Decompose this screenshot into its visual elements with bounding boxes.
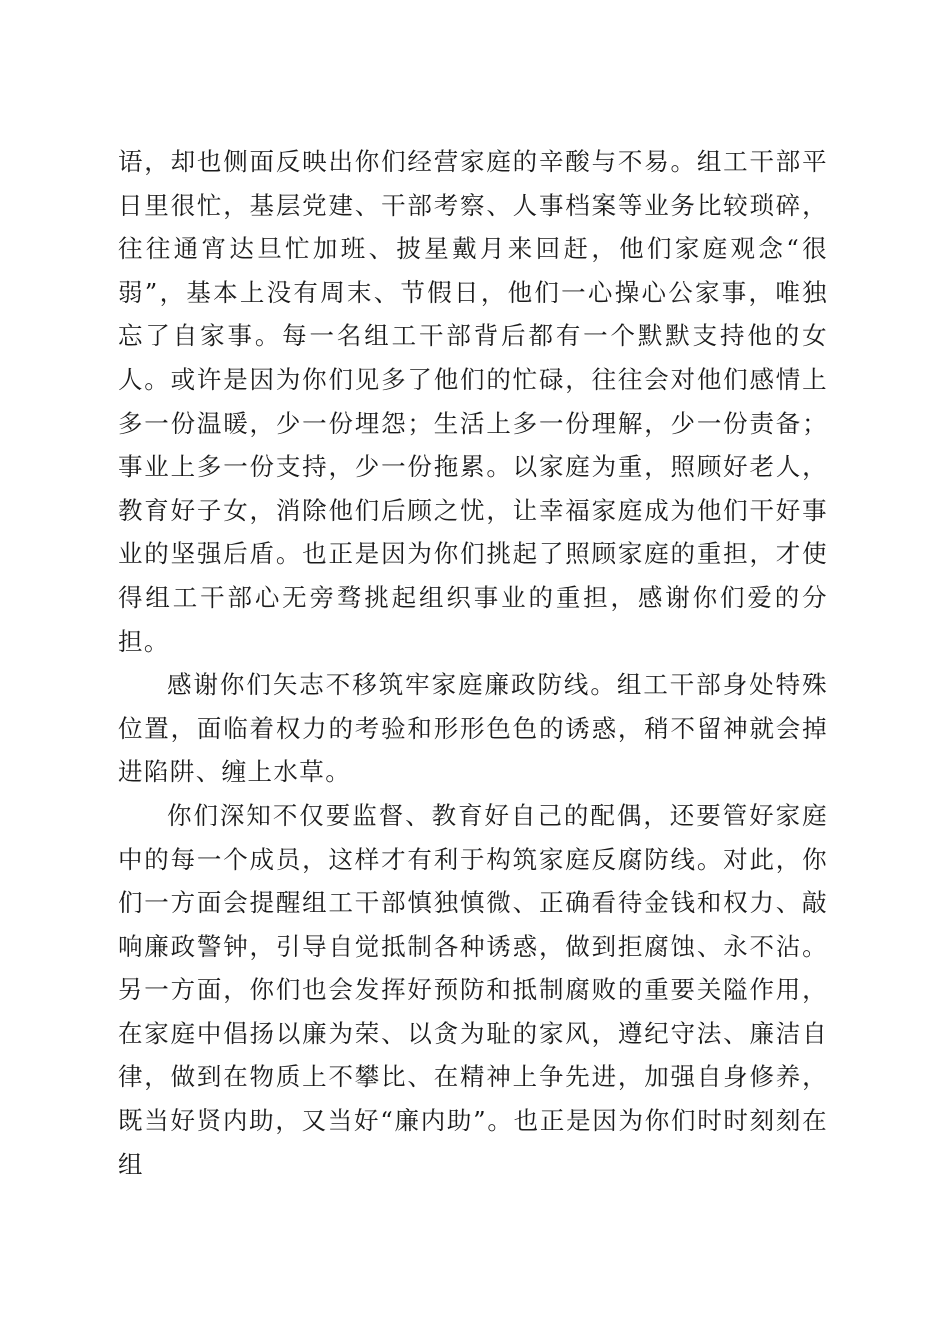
paragraph-1: 语，却也侧面反映出你们经营家庭的辛酸与不易。组工干部平日里很忙，基层党建、干部考察、人事档案等业务比较琐碎，往往通宵达旦忙加班、披星戴月来回赶，他们家庭观念“很弱”，基本上没有周末、节假日，他们一心操心公家事，唯独忘了自家事。每一名组工干部背后都有一个默默支持他的女人。或许是因为你们见多了他们的忙碌，往往会对他们感情上多一份温暖，少一份埋怨；生活上多一份理解，少一份责备；事业上多一份支持，少一份拖累。以家庭为重，照顾好老人，教育好子女，消除他们后顾之忧，让幸福家庭成为他们干好事业的坚强后盾。也正是因为你们挑起了照顾家庭的重担，才使得组工干部心无旁骛挑起组织事业的重担，感谢你们爱的分担。 <box>118 147 828 656</box>
paragraph-2: 感谢你们矢志不移筑牢家庭廉政防线。组工干部身处特殊位置，面临着权力的考验和形形色色的诱惑，稍不留神就会掉进陷阱、缠上水草。 <box>118 670 828 787</box>
document-body <box>118 140 828 1186</box>
paragraph-3: 你们深知不仅要监督、教育好自己的配偶，还要管好家庭中的每一个成员，这样才有利于构筑家庭反腐防线。对此，你们一方面会提醒组工干部慎独慎微、正确看待金钱和权力、敲响廉政警钟，引导自觉抵制各种诱惑，做到拒腐蚀、永不沾。另一方面，你们也会发挥好预防和抵制腐败的重要关隘作用，在家庭中倡扬以廉为荣、以贪为耻的家风，遵纪守法、廉洁自律，做到在物质上不攀比、在精神上争先进，加强自身修养，既当好贤内助，又当好“廉内助”。也正是因为你们时时刻刻在组 <box>118 800 828 1179</box>
